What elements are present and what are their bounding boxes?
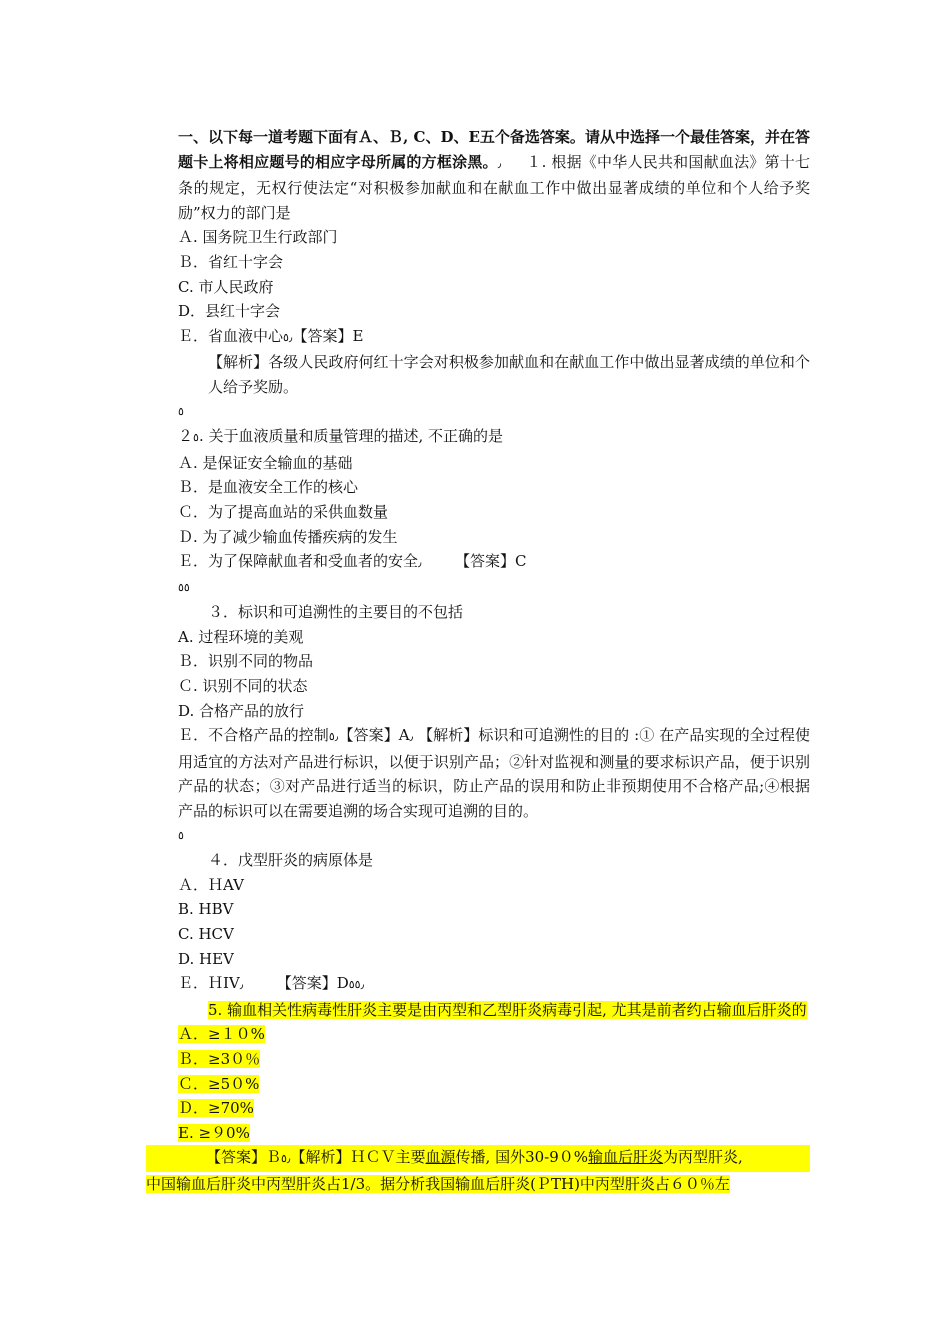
- q5-option-d: [146, 1096, 810, 1121]
- q5-option-c-text: Ｃ．≥5０%: [178, 1074, 260, 1093]
- q5-option-e: [146, 1121, 810, 1146]
- q5-stem: 5. 输血相关性病毒性肝炎主要是由丙型和乙型肝炎病毒引起, 尤其是前者约占输血后肝炎的: [208, 1000, 807, 1019]
- q5-option-c: [146, 1072, 810, 1097]
- q3-option-b: Ｂ．识别不同的物品: [178, 652, 314, 671]
- q5-analysis-underline-2: 输血后肝炎: [588, 1148, 664, 1167]
- q5-analysis-line-2-text: 中国输血后肝炎中丙型肝炎占1/3。据分析我国输血后肝炎(ＰTH)中丙型肝炎占６０％左: [146, 1174, 730, 1193]
- q5-option-a: [146, 1022, 810, 1047]
- para-mark: ٥: [178, 828, 184, 842]
- q2-number: ２: [178, 427, 194, 446]
- q5-option-d-text: Ｄ．≥70%: [178, 1099, 254, 1118]
- q3-option-c: Ｃ. 识别不同的状态: [178, 677, 308, 696]
- q5-answer: 【答案】Ｂ: [206, 1148, 282, 1167]
- q1-stem: １. 根据《中华人民共和国献血法》第十七条的规定，无权行使法定“对积极参加献血和在献血工作中做出显著成绩的单位和个人给予奖励”权力的部门是: [178, 152, 810, 222]
- q2-stem: [146, 424, 810, 451]
- q5-analysis-c: 为丙型肝炎,: [663, 1148, 743, 1167]
- q4-option-d: D. HEV: [178, 949, 234, 968]
- q2-option-a: Ａ. 是保证安全输血的基础: [178, 453, 353, 472]
- q2-option-c: Ｃ．为了提高血站的采供血数量: [178, 502, 389, 521]
- q1-option-e: [146, 324, 810, 351]
- para-mark: ٥: [193, 431, 199, 445]
- q3-stem: ３．标识和可追溯性的主要目的不包括: [208, 603, 464, 622]
- q5-option-e-text: E. ≥９0%: [178, 1123, 250, 1142]
- q4-stem: ４．戊型肝炎的病原体是: [208, 851, 374, 870]
- intro-instruction: 一、以下每一道考题下面有Ａ、Ｂ, C、D、E五个备选答案。请从中选择一个最佳答案，并在答题卡上将相应题号的相应字母所属的方框涂黑。: [178, 128, 810, 171]
- q4-option-e-text: Ｅ．ＨIV: [178, 974, 240, 993]
- q1-analysis: 【解析】各级人民政府何红十字会对积极参加献血和在献血工作中做出显著成绩的单位和个人给予奖励。: [208, 353, 810, 396]
- q5-option-b: [146, 1047, 810, 1072]
- q5-analysis-line-2: [146, 1172, 810, 1197]
- q2-option-b: Ｂ．是血液安全工作的核心: [178, 478, 359, 497]
- para-mark: ٫: [409, 730, 414, 744]
- q2-option-d: Ｄ. 为了减少输血传播疾病的发生: [178, 527, 398, 546]
- q2-answer: 【答案】C: [454, 552, 527, 571]
- q4-option-b: B. HBV: [178, 900, 234, 919]
- q4-option-e: [146, 971, 810, 998]
- q3-answer: 【答案】A: [338, 726, 410, 745]
- para-mark: ٥: [178, 404, 184, 418]
- q2-option-e-text: Ｅ．为了保障献血者和受血者的安全: [178, 552, 419, 571]
- q3-option-e-text: Ｅ．不合格产品的控制: [178, 726, 329, 745]
- q3-analysis: 【解析】标识和可追溯性的目的 :① 在产品实现的全过程使用适宜的方法对产品进行标识，以便于识别产品；②针对监视和测量的要求标识产品，便于识别产品的状态；③对产品进行适当的标识，防止产品的误用和防止非预期使用不合格产品;④根据产品的标识可以在需要追溯的场合实现可追溯的目的。: [178, 726, 810, 821]
- intro-paragraph: [146, 125, 810, 225]
- q5-analysis-underline-1: 血源: [425, 1148, 456, 1167]
- q3-option-d: D. 合格产品的放行: [178, 701, 305, 720]
- q1-option-b: Ｂ．省红十字会: [178, 252, 284, 271]
- para-mark: ٫: [418, 556, 422, 570]
- q1-answer: 【答案】E: [292, 326, 364, 345]
- para-mark: ٥٫: [281, 1152, 291, 1166]
- q5-stem-paragraph: [146, 998, 810, 1023]
- q2-option-e: [146, 549, 810, 576]
- q3-option-a: A. 过程环境的美观: [178, 627, 304, 646]
- q5-option-a-text: Ａ．≥１０%: [178, 1025, 265, 1044]
- document-body: [146, 125, 810, 1197]
- q5-analysis-b: 传播, 国外30-9０%: [455, 1148, 589, 1167]
- q3-option-e-and-analysis: [146, 723, 810, 823]
- q1-option-e-text: Ｅ．省血液中心: [178, 326, 284, 345]
- q5-option-b-text: Ｂ．≥3０％: [178, 1049, 261, 1068]
- para-mark: ٫: [239, 978, 244, 992]
- para-mark: ٥٥٫: [348, 978, 365, 992]
- q2-stem-text: . 关于血液质量和质量管理的描述, 不正确的是: [198, 427, 504, 446]
- q1-option-a: Ａ. 国务院卫生行政部门: [178, 228, 338, 247]
- q1-option-c: C. 市人民政府: [178, 277, 274, 296]
- q4-option-c: C. HCV: [178, 925, 234, 943]
- q4-answer: 【答案】D: [276, 974, 349, 993]
- para-mark: ٥٥: [178, 580, 190, 594]
- q5-analysis-a: 【解析】ＨＣＶ主要: [290, 1148, 426, 1167]
- para-mark: ٥٫: [328, 730, 339, 744]
- para-mark: ٥٫: [283, 330, 293, 344]
- para-mark: ٫: [497, 156, 502, 170]
- q1-option-d: D．县红十字会: [178, 302, 281, 321]
- q4-option-a: Ａ．ＨAV: [178, 875, 244, 894]
- q5-answer-line: [146, 1145, 810, 1172]
